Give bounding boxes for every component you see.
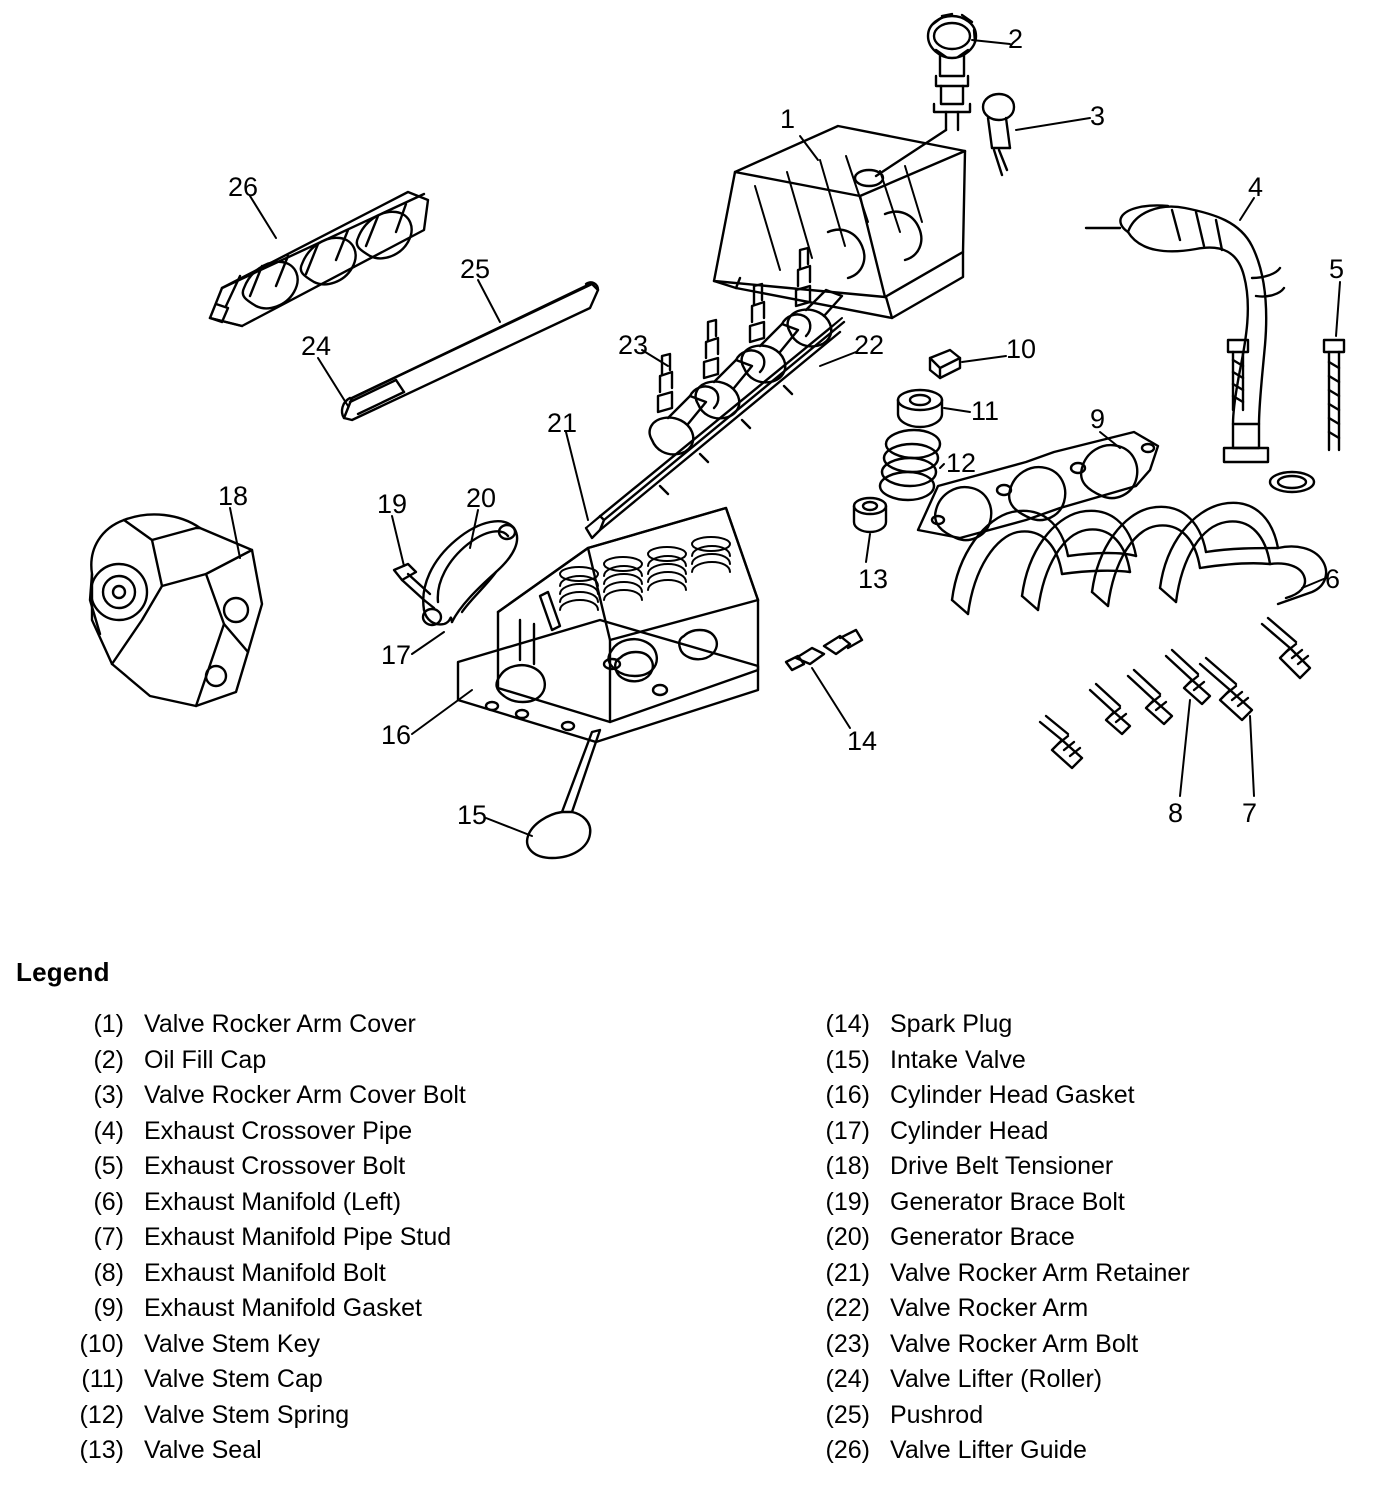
callout-2: 2	[1008, 24, 1024, 54]
legend-item	[62, 1401, 702, 1437]
legend-item	[808, 1365, 1368, 1401]
legend-column-right	[808, 1010, 1368, 1472]
legend-item-number: (12)	[79, 1400, 124, 1429]
legend-item-number: (19)	[825, 1187, 870, 1216]
legend-item	[808, 1081, 1368, 1117]
leader-lines	[230, 40, 1340, 836]
legend-item-number: (22)	[825, 1294, 870, 1322]
legend-item-number: (15)	[825, 1045, 870, 1074]
legend-item-label: Generator Brace	[890, 1223, 1075, 1251]
legend-item-number: (6)	[93, 1187, 124, 1216]
callout-24: 24	[301, 331, 332, 361]
callout-9: 9	[1090, 404, 1106, 434]
legend-item-number: (1)	[93, 1010, 124, 1038]
legend-item-label: Valve Stem Key	[144, 1329, 321, 1358]
legend-item-label: Valve Rocker Arm Cover	[144, 1010, 416, 1038]
part-exhaust-manifold-left	[952, 503, 1326, 614]
part-valve-rocker-arm-cover	[714, 126, 965, 318]
callout-10: 10	[1006, 334, 1037, 364]
legend	[0, 935, 1376, 1495]
legend-item	[62, 1188, 702, 1224]
legend-item	[62, 1046, 702, 1082]
legend-column-left	[62, 1010, 702, 1472]
callout-11: 11	[971, 396, 1000, 426]
legend-item-label: Valve Stem Cap	[144, 1365, 323, 1393]
part-exhaust-crossover-bolt	[1228, 340, 1344, 450]
callout-1: 1	[780, 104, 796, 134]
legend-item-label: Exhaust Crossover Bolt	[144, 1152, 406, 1180]
legend-item-label: Cylinder Head Gasket	[890, 1081, 1135, 1109]
legend-item	[62, 1436, 702, 1472]
legend-item-number: (18)	[825, 1152, 870, 1180]
callout-5: 5	[1329, 254, 1345, 284]
legend-item-label: Valve Lifter (Roller)	[890, 1365, 1103, 1393]
legend-item-label: Intake Valve	[890, 1045, 1026, 1074]
legend-item-number: (10)	[79, 1329, 124, 1358]
legend-item	[808, 1223, 1368, 1259]
callout-16: 16	[381, 720, 412, 750]
legend-item-label: Drive Belt Tensioner	[890, 1152, 1114, 1180]
legend-item	[62, 1294, 702, 1330]
legend-item	[808, 1046, 1368, 1082]
legend-item-label: Exhaust Manifold (Left)	[144, 1187, 402, 1216]
part-valve-stem-spring	[880, 430, 940, 500]
callout-25: 25	[460, 254, 491, 284]
legend-item-label: Valve Lifter Guide	[890, 1436, 1087, 1464]
legend-item	[62, 1259, 702, 1295]
callout-8: 8	[1168, 798, 1184, 828]
callout-19: 19	[377, 489, 408, 519]
callout-18: 18	[218, 481, 249, 511]
legend-item-number: (13)	[79, 1436, 124, 1464]
legend-item	[808, 1188, 1368, 1224]
callout-12: 12	[946, 448, 977, 478]
part-spark-plug	[786, 630, 862, 670]
legend-item	[808, 1152, 1368, 1188]
callout-20: 20	[466, 483, 497, 513]
legend-item-label: Valve Rocker Arm Bolt	[890, 1329, 1139, 1358]
legend-item-number: (5)	[93, 1152, 124, 1180]
callout-labels	[218, 24, 1344, 830]
part-valve-seal	[854, 498, 886, 532]
legend-item-number: (3)	[93, 1081, 124, 1109]
callout-22: 22	[854, 330, 885, 360]
legend-item	[62, 1330, 702, 1366]
part-generator-brace-bolt	[394, 564, 434, 608]
part-cylinder-head-gasket	[458, 620, 758, 742]
callout-23: 23	[618, 330, 649, 360]
callout-4: 4	[1248, 172, 1264, 202]
legend-item	[808, 1294, 1368, 1330]
legend-item	[62, 1117, 702, 1153]
legend-item-number: (11)	[81, 1365, 124, 1393]
callout-7: 7	[1242, 798, 1258, 828]
legend-heading: Legend	[16, 957, 110, 987]
legend-item-number: (8)	[93, 1258, 124, 1287]
callout-14: 14	[847, 726, 878, 756]
callout-6: 6	[1325, 564, 1341, 594]
part-valve-stem-cap	[898, 390, 942, 427]
legend-item-number: (17)	[825, 1116, 870, 1145]
legend-item-number: (20)	[825, 1223, 870, 1251]
legend-item	[808, 1330, 1368, 1366]
callout-13: 13	[858, 564, 889, 594]
legend-item-number: (24)	[825, 1365, 870, 1393]
legend-item-label: Valve Rocker Arm Retainer	[890, 1258, 1190, 1287]
part-exhaust-crossover-pipe	[1086, 205, 1314, 492]
part-exhaust-manifold-pipe-stud	[1040, 618, 1310, 768]
legend-item	[808, 1259, 1368, 1295]
legend-item-number: (14)	[825, 1010, 870, 1038]
callout-3: 3	[1090, 101, 1106, 131]
legend-item-label: Spark Plug	[890, 1010, 1013, 1038]
callout-15: 15	[457, 800, 488, 830]
legend-item	[62, 1223, 702, 1259]
legend-item-number: (16)	[825, 1081, 870, 1109]
legend-item-number: (25)	[825, 1400, 870, 1429]
part-valve-lifter-guide	[210, 192, 428, 326]
part-exhaust-manifold-bolt	[1090, 650, 1210, 734]
legend-item-label: Valve Seal	[144, 1436, 262, 1464]
part-cylinder-head	[498, 508, 758, 722]
legend-item-label: Generator Brace Bolt	[890, 1187, 1125, 1216]
callout-26: 26	[228, 172, 259, 202]
legend-item-number: (9)	[93, 1294, 124, 1322]
part-intake-valve	[527, 730, 600, 858]
legend-item-number: (26)	[825, 1436, 870, 1464]
legend-item	[808, 1436, 1368, 1472]
legend-item-label: Cylinder Head	[890, 1116, 1049, 1145]
legend-item	[62, 1365, 702, 1401]
legend-item-number: (23)	[825, 1329, 870, 1358]
part-valve-rocker-arm	[650, 290, 842, 454]
legend-item-label: Valve Stem Spring	[144, 1400, 350, 1429]
legend-item-label: Valve Rocker Arm Cover Bolt	[144, 1081, 466, 1109]
callout-17: 17	[381, 640, 412, 670]
callout-21: 21	[547, 408, 578, 438]
legend-item	[808, 1401, 1368, 1437]
legend-item-label: Pushrod	[890, 1400, 984, 1429]
part-valve-rocker-arm-cover-bolt	[983, 94, 1014, 175]
legend-item-label: Exhaust Manifold Bolt	[144, 1258, 386, 1287]
legend-item	[62, 1152, 702, 1188]
part-pushrod	[342, 282, 598, 420]
legend-item-number: (21)	[825, 1258, 870, 1287]
legend-item-label: Exhaust Manifold Gasket	[144, 1294, 422, 1322]
legend-item-label: Valve Rocker Arm	[890, 1294, 1089, 1322]
legend-item-number: (7)	[93, 1223, 124, 1251]
legend-item	[808, 1117, 1368, 1153]
legend-item	[808, 1010, 1368, 1046]
legend-item-label: Exhaust Crossover Pipe	[144, 1116, 413, 1145]
legend-item-label: Oil Fill Cap	[144, 1045, 267, 1074]
legend-item	[62, 1010, 702, 1046]
legend-item-number: (4)	[93, 1116, 124, 1145]
legend-item-number: (2)	[93, 1045, 124, 1074]
part-valve-stem-key	[930, 350, 960, 378]
legend-item-label: Exhaust Manifold Pipe Stud	[144, 1223, 452, 1251]
legend-item	[62, 1081, 702, 1117]
